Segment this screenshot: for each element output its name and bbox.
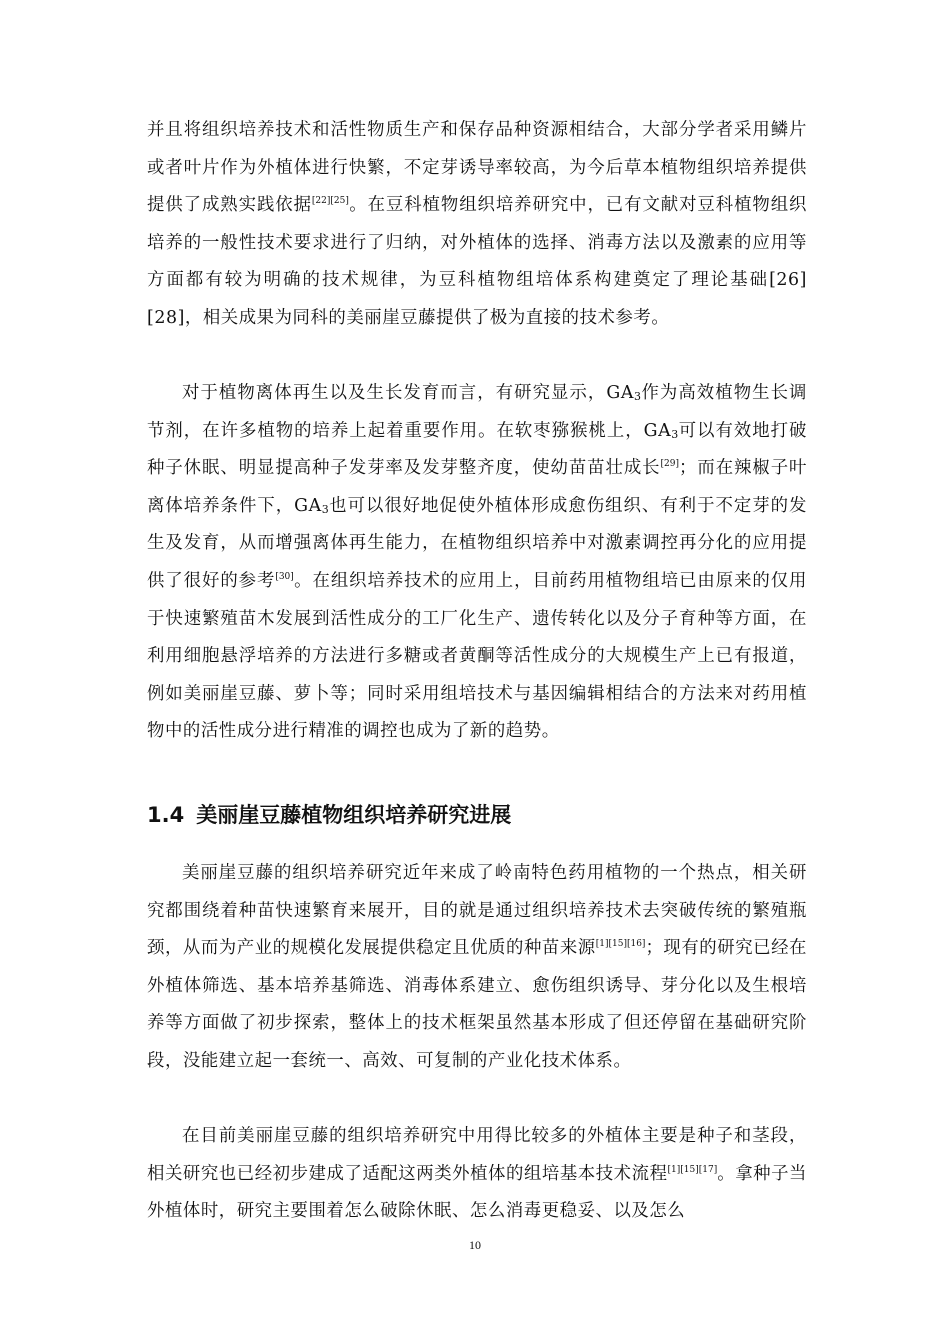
paragraph-4-text-a: 在目前美丽崖豆藤的组织培养研究中用得比较多的外植体主要是种子和茎段，相关研究也已经初步建成了适配这两类外植体的组培基本技术流程 bbox=[147, 1126, 807, 1184]
citation-22-25[interactable]: [22][25] bbox=[311, 196, 349, 207]
paragraph-4-text-b: 。拿种子当外植体时，研究主要围着怎么破除休眠、怎么消毒更稳妥、以及怎么 bbox=[147, 1163, 807, 1222]
paragraph-1-text-b: 。在豆科植物组织培养研究中，已有文献对豆科植物组织培养的一般性技术要求进行了归纳，对外植体的选择、消毒方法以及激素的应用等方面都有较为明确的技术规律，为豆科植物组培体系构建奠定了理论基础[26][28]，相关成果为同科的美丽崖豆藤提供了极为直接的技术参考。 bbox=[147, 195, 807, 328]
section-title: 美丽崖豆藤植物组织培养研究进展 bbox=[196, 803, 512, 827]
paragraph-2-text-c: 可以有效地打破种子休眠、明显提高种子发芽率及发芽整齐度，使幼苗苗壮成长 bbox=[147, 420, 808, 479]
paragraph-3-text-b: ；现有的研究已经在外植体筛选、基本培养基筛选、消毒体系建立、愈伤组织诱导、芽分化以及生根培养等方面做了初步探索，整体上的技术框架虽然基本形成了但还停留在基础研究阶段，没能建立起一套统一、高效、可复制的产业化技术体系。 bbox=[147, 938, 807, 1071]
paragraph-1 bbox=[147, 112, 807, 338]
page-number: 10 bbox=[469, 1238, 481, 1252]
section-number: 1.4 bbox=[147, 803, 185, 827]
ga3-subscript: 3 bbox=[633, 390, 641, 403]
paragraph-2-text-e: 也可以很好地促使外植体形成愈伤组织、有利于不定芽的发生及发育，从而增强离体再生能力，在植物组织培养中对激素调控再分化的应用提供了很好的参考 bbox=[147, 495, 807, 591]
paragraph-1-text-a: 并且将组织培养技术和活性物质生产和保存品种资源相结合，大部分学者采用鳞片或者叶片作为外植体进行快繁，不定芽诱导率较高，为今后草本植物组织培养提供提供了成熟实践依据 bbox=[147, 120, 807, 216]
paragraph-2-text-b: 作为高效植物生长调节剂，在许多植物的培养上起着重要作用。在软枣猕猴桃上，GA bbox=[147, 383, 807, 441]
paragraph-4 bbox=[147, 1118, 807, 1231]
citation-29[interactable]: [29] bbox=[660, 459, 680, 470]
paragraph-3-text-a: 美丽崖豆藤的组织培养研究近年来成了岭南特色药用植物的一个热点，相关研究都围绕着种苗快速繁育来展开，目的就是通过组织培养技术去突破传统的繁殖瓶颈，从而为产业的规模化发展提供稳定且优质的种苗来源 bbox=[147, 863, 807, 959]
ga3-subscript: 3 bbox=[321, 502, 329, 516]
paragraph-2 bbox=[147, 375, 807, 751]
citation-1-15-17[interactable]: [1][15][17] bbox=[667, 1164, 718, 1175]
ga3-subscript: 3 bbox=[671, 427, 679, 441]
paragraph-2-text-a: 对于植物离体再生以及生长发育而言，有研究显示，GA bbox=[182, 383, 634, 403]
section-heading bbox=[147, 800, 511, 830]
paragraph-2-text-f: 。在组织培养技术的应用上，目前药用植物组培已由原来的仅用于快速繁殖苗木发展到活性成分的工厂化生产、遗传转化以及分子育种等方面，在利用细胞悬浮培养的方法进行多糖或者黄酮等活性成分的大规模生产上已有报道，例如美丽崖豆藤、萝卜等；同时采用组培技术与基因编辑相结合的方法来对药用植物中的活性成分进行精准的调控也成为了新的趋势。 bbox=[147, 570, 807, 742]
citation-1-15-16[interactable]: [1][15][16] bbox=[595, 939, 646, 950]
paragraph-2-text-d: ；而在辣椒子叶离体培养条件下，GA bbox=[147, 458, 807, 516]
paragraph-3 bbox=[147, 855, 807, 1081]
citation-30[interactable]: [30] bbox=[275, 571, 294, 582]
